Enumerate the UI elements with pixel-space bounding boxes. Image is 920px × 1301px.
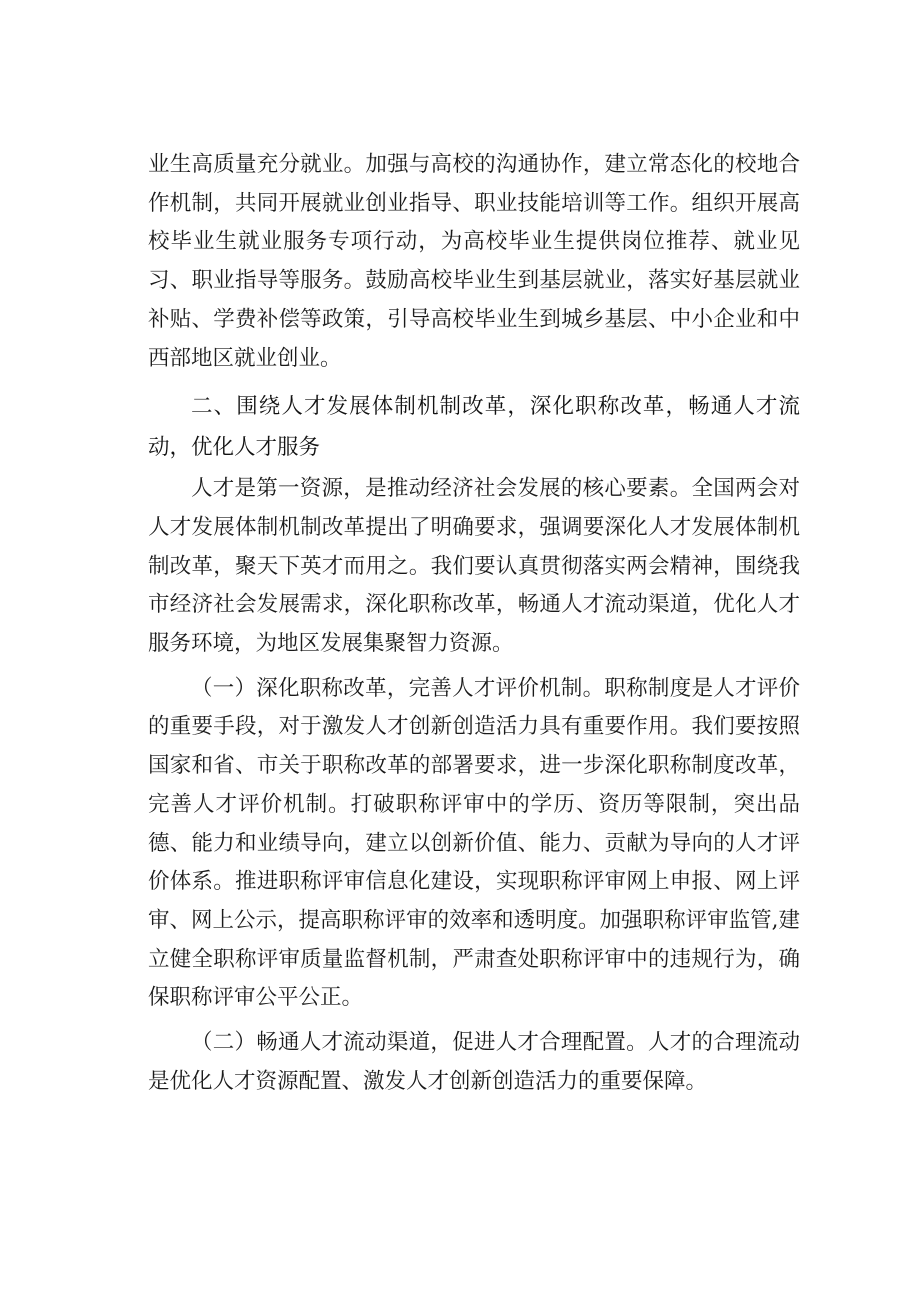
document-body	[148, 146, 800, 1101]
continued-paragraph: 业生高质量充分就业。加强与高校的沟通协作，建立常态化的校地合作机制，共同开展就业创业指导、职业技能培训等工作。组织开展高校毕业生就业服务专项行动，为高校毕业生提供岗位推荐、就业见习、职业指导等服务。鼓励高校毕业生到基层就业，落实好基层就业补贴、学费补偿等政策，引导高校毕业生到城乡基层、中小企业和中西部地区就业创业。	[148, 152, 800, 371]
section-intro-paragraph: 人才是第一资源，是推动经济社会发展的核心要素。全国两会对人才发展体制机制改革提出了明确要求，强调要深化人才发展体制机制改革，聚天下英才而用之。我们要认真贯彻落实两会精神，围绕我市经济社会发展需求，深化职称改革，畅通人才流动渠道，优化人才服务环境，为地区发展集聚智力资源。	[148, 476, 800, 657]
subsection-one-paragraph: （一）深化职称改革，完善人才评价机制。职称制度是人才评价的重要手段，对于激发人才创新创造活力具有重要作用。我们要按照国家和省、市关于职称改革的部署要求，进一步深化职称制度改革，完善人才评价机制。打破职称评审中的学历、资历等限制，突出品德、能力和业绩导向，建立以创新价值、能力、贡献为导向的人才评价体系。推进职称评审信息化建设，实现职称评审网上申报、网上评审、网上公示，提高职称评审的效率和透明度。加强职称评审监管,建立健全职称评审质量监督机制，严肃查处职称评审中的违规行为，确保职称评审公平公正。	[148, 675, 800, 1011]
subsection-two-paragraph: （二）畅通人才流动渠道，促进人才合理配置。人才的合理流动是优化人才资源配置、激发人才创新创造活力的重要保障。	[148, 1030, 800, 1094]
section-heading: 二、围绕人才发展体制机制改革，深化职称改革，畅通人才流动，优化人才服务	[148, 394, 800, 461]
